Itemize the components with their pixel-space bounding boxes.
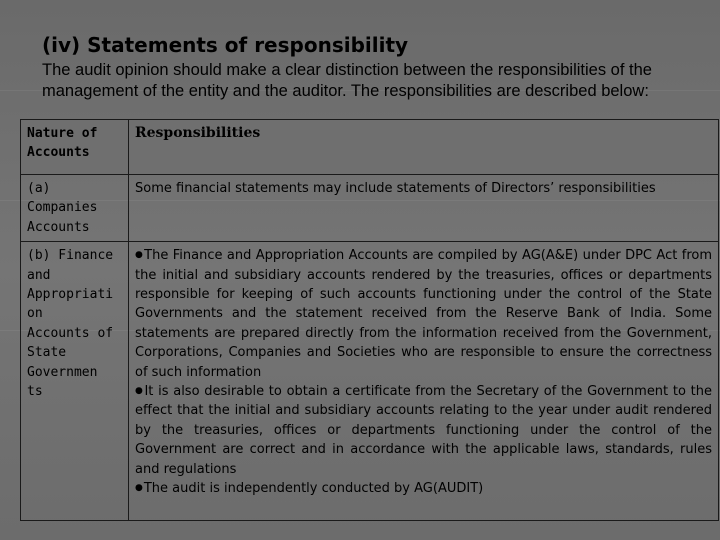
row-nature-companies: (a) Companies Accounts	[21, 175, 129, 242]
bullet-item	[135, 479, 712, 498]
header-responsibilities: Responsibilities	[129, 120, 719, 175]
bullet-dot-icon: ●	[135, 250, 144, 261]
intro-paragraph: The audit opinion should make a clear distinction between the responsibilities of the management of the entity and the auditor. The responsibilities are described below:	[42, 61, 652, 100]
bullet-text: The Finance and Appropriation Accounts are compiled by AG(A&E) under DPC Act from the initial and subsidiary accounts rendered by the treasuries, offices or departments responsible for keeping of such accounts functioning under the control of the State Governments and the statement received from the Reserve Bank of India. Some statements are prepared directly from the information received from the Government, Corporations, Companies and Societies who are responsible to ensure the correctness of such information	[135, 248, 712, 380]
bullet-text: The audit is independently conducted by AG(AUDIT)	[143, 481, 484, 497]
row-nature-finance-appropriation: (b) Finance and Appropriati on Accounts of State Governmen ts	[21, 242, 129, 521]
table-row	[21, 175, 719, 242]
bullet-item	[135, 382, 712, 479]
bullet-text: It is also desirable to obtain a certificate from the Secretary of the Government to the effect that the initial and subsidiary accounts relating to the year under audit rendered by the treasuries, offices or departments functioning under the control of the Government are correct and in accordance with the applicable laws, standards, rules and regulations	[135, 384, 712, 477]
table-row	[21, 242, 719, 521]
row-responsibility-companies: Some financial statements may include statements of Directors’ responsibilities	[129, 175, 719, 242]
bullet-dot-icon: ●	[135, 386, 144, 397]
bullet-item	[135, 246, 712, 382]
table-header-row	[21, 120, 719, 175]
header-nature-of-accounts: Nature of Accounts	[21, 120, 129, 175]
responsibilities-table	[20, 119, 719, 521]
slide-title: (iv) Statements of responsibility	[42, 33, 409, 57]
row-responsibility-finance-appropriation	[129, 242, 719, 521]
bullet-dot-icon: ●	[135, 483, 143, 494]
